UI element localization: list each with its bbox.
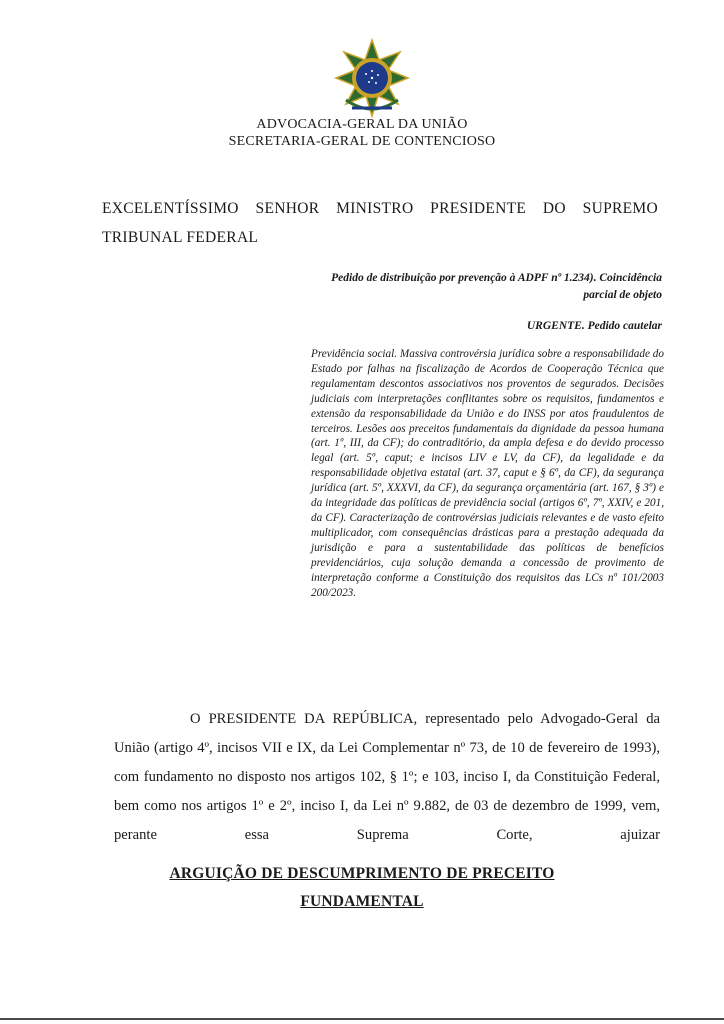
distribution-note: Pedido de distribuição por prevenção à ADPF nº 1.234). Coincidência parcial de objeto [331, 272, 662, 301]
action-title-line-2: FUNDAMENTAL [300, 893, 424, 910]
org-name: ADVOCACIA-GERAL DA UNIÃO [256, 117, 468, 132]
urgency-note: URGENTE. Pedido cautelar [526, 320, 662, 332]
addressee-line-1: EXCELENTÍSSIMO SENHOR MINISTRO PRESIDENTE DO SUPREMO [102, 200, 658, 217]
addressee-line-2: TRIBUNAL FEDERAL [102, 229, 259, 246]
petition-paragraph [114, 705, 660, 850]
ementa-summary: Previdência social. Massiva controvérsia jurídica sobre a responsabilidade do Estado por falhas na fiscalização de Acordos de Cooperação Técnica que regulamentam descontos associativos nos proventos de segurados. Decisões judiciais com interpretações conflitantes sobre os requisitos, fundamentos e extensão da responsabilidade da União e do INSS por atos fraudulentos de terceiros. Lesões aos preceitos fundamentais da dignidade da pessoa humana (art. 1º, III, da CF); do contraditório, da ampla defesa e do devido processo legal (art. 5º, caput; e incisos LIV e LV, da CF), da legalidade e da responsabilidade objetiva estatal (art. 37, caput e § 6º, da CF), da segurança jurídica (art. 5º, XXXVI, da CF), da segurança orçamentária (art. 167, § 3º) e da integridade das políticas de previdência social (artigos 6º, 7º, XXIV, e 201, da CF). Caracterização de controvérsias judiciais relevantes e de vasto efeito multiplicador, com consequências drásticas para a prestação adequada da jurisdição e para a sustentabilidade das políticas de benefícios previdenciários, cuja solução demanda a concessão de provimento de interpretação conforme a Constituição dos requisitos das LCs nº 101/2003 200/2023. [311, 348, 664, 599]
org-department: SECRETARIA-GERAL DE CONTENCIOSO [228, 134, 496, 149]
page-bottom-rule [0, 1018, 724, 1020]
addressee [102, 194, 658, 252]
action-title-line-1: ARGUIÇÃO DE DESCUMPRIMENTO DE PRECEITO [169, 865, 555, 882]
petition-paragraph-text: O PRESIDENTE DA REPÚBLICA, representado pelo Advogado-Geral da União (artigo 4º, incisos VII e IX, da Lei Complementar nº 73, de 10 de fevereiro de 1993), com fundamento no disposto nos artigos 102, § 1º; e 103, inciso I, da Constituição Federal, bem como nos artigos 1º e 2º, inciso I, da Lei nº 9.882, de 03 de dezembro de 1999, vem, perante essa Suprema Corte, ajuizar [114, 711, 660, 843]
coat-of-arms-emblem [332, 38, 412, 118]
